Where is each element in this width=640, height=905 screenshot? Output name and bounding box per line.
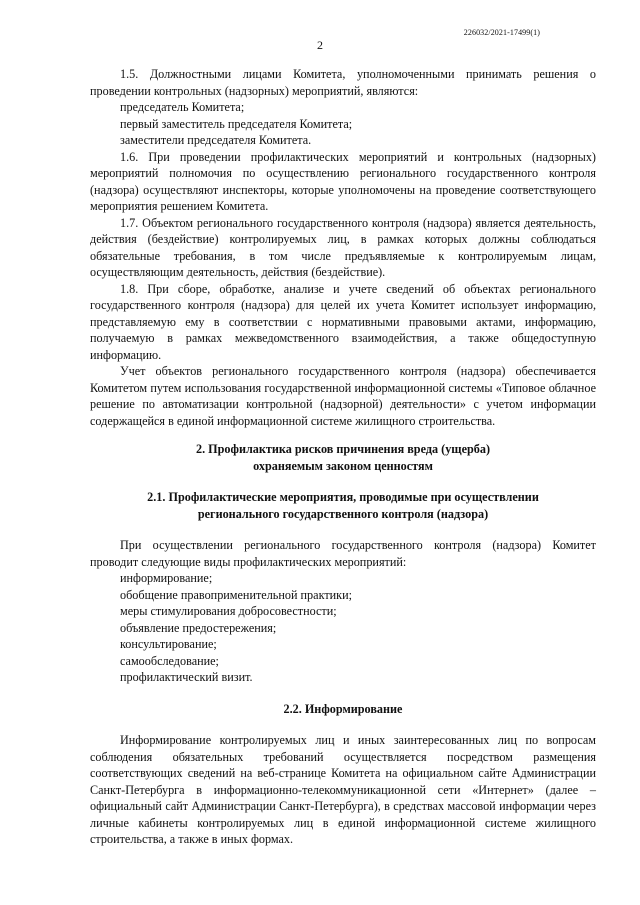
- paragraph-measures-intro: При осуществлении регионального государственного контроля (надзора) Комитет проводит следующие виды профилактических мероприятий:: [90, 538, 596, 569]
- list-item-measure: обобщение правоприменительной практики;: [120, 587, 353, 602]
- subsection-2-1-heading-line-1: 2.1. Профилактические мероприятия, проводимые при осуществлении: [147, 490, 539, 504]
- list-item-measure: самообследование;: [120, 653, 219, 668]
- paragraph-1-6: 1.6. При проведении профилактических мероприятий и контрольных (надзорных) мероприятий полномочия по осуществлению регионального государственного контроля (надзора) осуществляют инспекторы, которые уполномочены на проведение соответствующего мероприятия решением Комитета.: [90, 149, 596, 213]
- list-item-official: председатель Комитета;: [120, 100, 245, 114]
- paragraph-informing: Информирование контролируемых лиц и иных заинтересованных лиц по вопросам соблюдения обязательных требований осуществляется посредством размещения соответствующих сведений на веб-странице Комитета на официальном сайте Администрации Санкт-Петербурга в информационно-телекоммуникационной сети «Интернет» (далее – официальный сайт Администрации Санкт-Петербурга), в средствах массовой информации через личные кабинеты контролируемых лиц в единой информационной системе жилищного строительства, а также в иных формах.: [90, 733, 596, 846]
- section-2-heading-line-2: охраняемым законом ценностям: [253, 458, 433, 473]
- page-number: 2: [317, 38, 323, 52]
- document-body: [90, 66, 596, 848]
- list-item-measure: профилактический визит.: [120, 670, 253, 684]
- list-item-measure: консультирование;: [120, 637, 217, 651]
- section-2-heading-line-1: 2. Профилактика рисков причинения вреда (ущерба): [195, 442, 491, 456]
- subsection-2-1-heading-line-2: регионального государственного контроля (надзора): [197, 506, 489, 521]
- subsection-2-2-heading: 2.2. Информирование: [283, 701, 403, 716]
- list-item-official: заместители председателя Комитета.: [120, 133, 312, 147]
- list-item-measure: информирование;: [120, 571, 213, 585]
- list-item-measure: меры стимулирования добросовестности;: [120, 604, 337, 618]
- paragraph-1-5: 1.5. Должностными лицами Комитета, уполномоченными принимать решения о проведении контрольных (надзорных) мероприятий, являются:: [90, 67, 596, 98]
- paragraph-1-8: 1.8. При сборе, обработке, анализе и учете сведений об объектах регионального государственного контроля (надзора) для целей их учета Комитет использует информацию, представляемую ему в соответствии с нормативными правовыми актами, информацию, получаемую в рамках межведомственного взаимодействия, а также общедоступную информацию.: [90, 281, 596, 362]
- list-item-official: первый заместитель председателя Комитета;: [120, 116, 353, 131]
- document-id: 226032/2021-17499(1): [463, 28, 540, 37]
- paragraph-accounting: Учет объектов регионального государственного контроля (надзора) обеспечивается Комитетом путем использования государственной информационной системы «Типовое облачное решение по автоматизации контрольной (надзорной) деятельности» с учетом информации содержащейся в единой информационной системе жилищного строительства.: [90, 364, 596, 428]
- list-item-measure: объявление предостережения;: [120, 620, 277, 635]
- paragraph-1-7: 1.7. Объектом регионального государственного контроля (надзора) является деятельность, действия (бездействие) контролируемых лиц, в рамках которых должны соблюдаться обязательные требования, в том числе предъявляемые к контролируемым лицам, осуществляющим деятельность, действия (бездействие).: [90, 215, 596, 279]
